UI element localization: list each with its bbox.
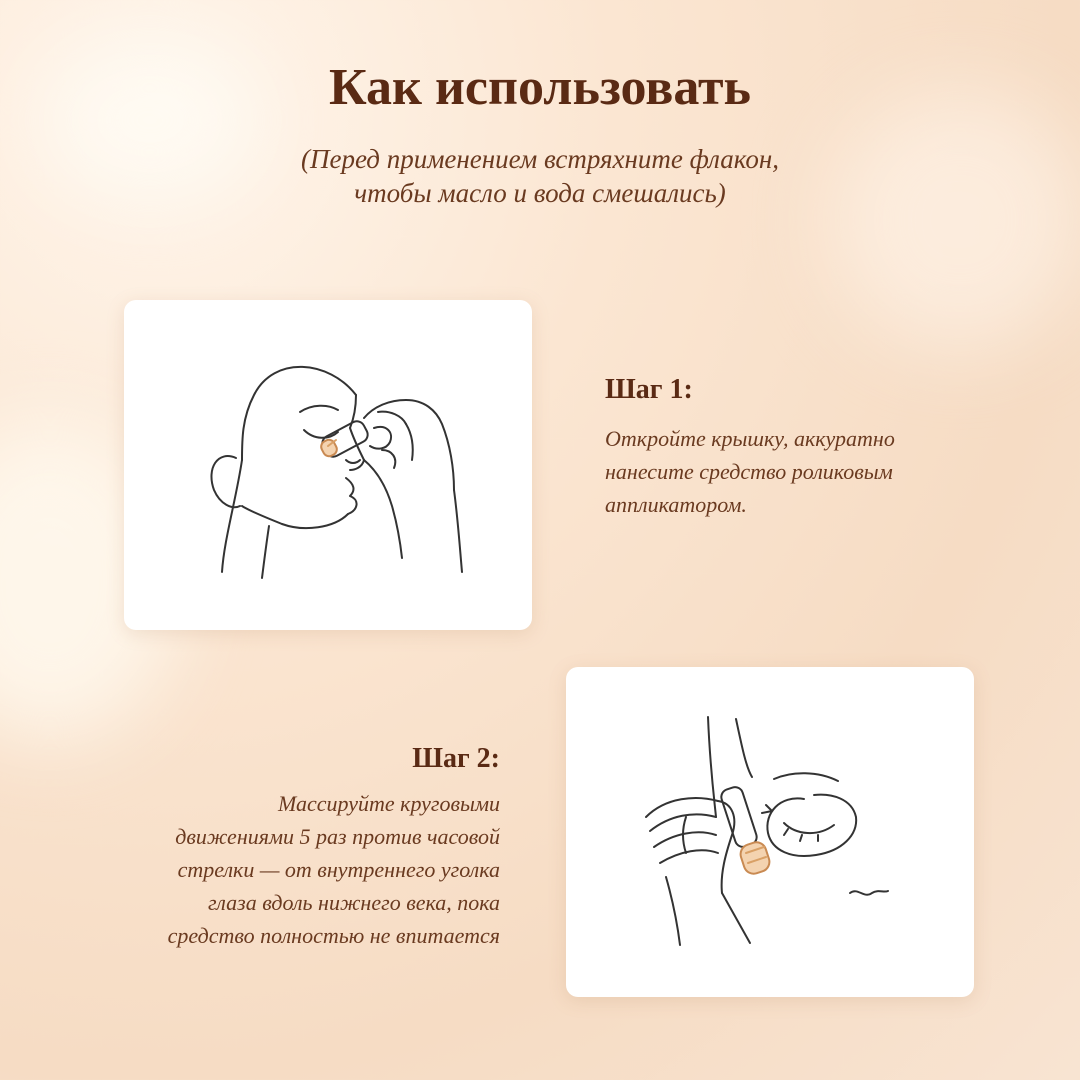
- step-2-line: Массируйте круговыми: [277, 791, 500, 816]
- page-title: Как использовать: [328, 59, 752, 116]
- step-1-description: [605, 422, 985, 521]
- subtitle-line: чтобы масло и вода смешались): [354, 178, 726, 208]
- step-1-line: Откройте крышку, аккуратно: [605, 426, 895, 451]
- step-2-description: [80, 787, 500, 952]
- step-1-title: Шаг 1:: [605, 374, 693, 405]
- step-2-line: средство полностью не впитается: [167, 923, 500, 948]
- eye-massage-roller-icon: [566, 667, 974, 997]
- step-1-line: нанесите средство роликовым: [605, 459, 893, 484]
- page-subtitle: [0, 142, 1080, 210]
- step-1-illustration-card: [124, 300, 532, 630]
- step-2-line: стрелки — от внутреннего уголка: [177, 857, 500, 882]
- subtitle-line: (Перед применением встряхните флакон,: [301, 144, 779, 174]
- step-1-line: аппликатором.: [605, 492, 747, 517]
- step-2-title: Шаг 2:: [412, 743, 500, 774]
- step-2-line: глаза вдоль нижнего века, пока: [208, 890, 500, 915]
- background-glow: [830, 90, 1080, 350]
- face-nose-roller-icon: [124, 300, 532, 630]
- step-2-line: движениями 5 раз против часовой: [175, 824, 500, 849]
- step-2-illustration-card: [566, 667, 974, 997]
